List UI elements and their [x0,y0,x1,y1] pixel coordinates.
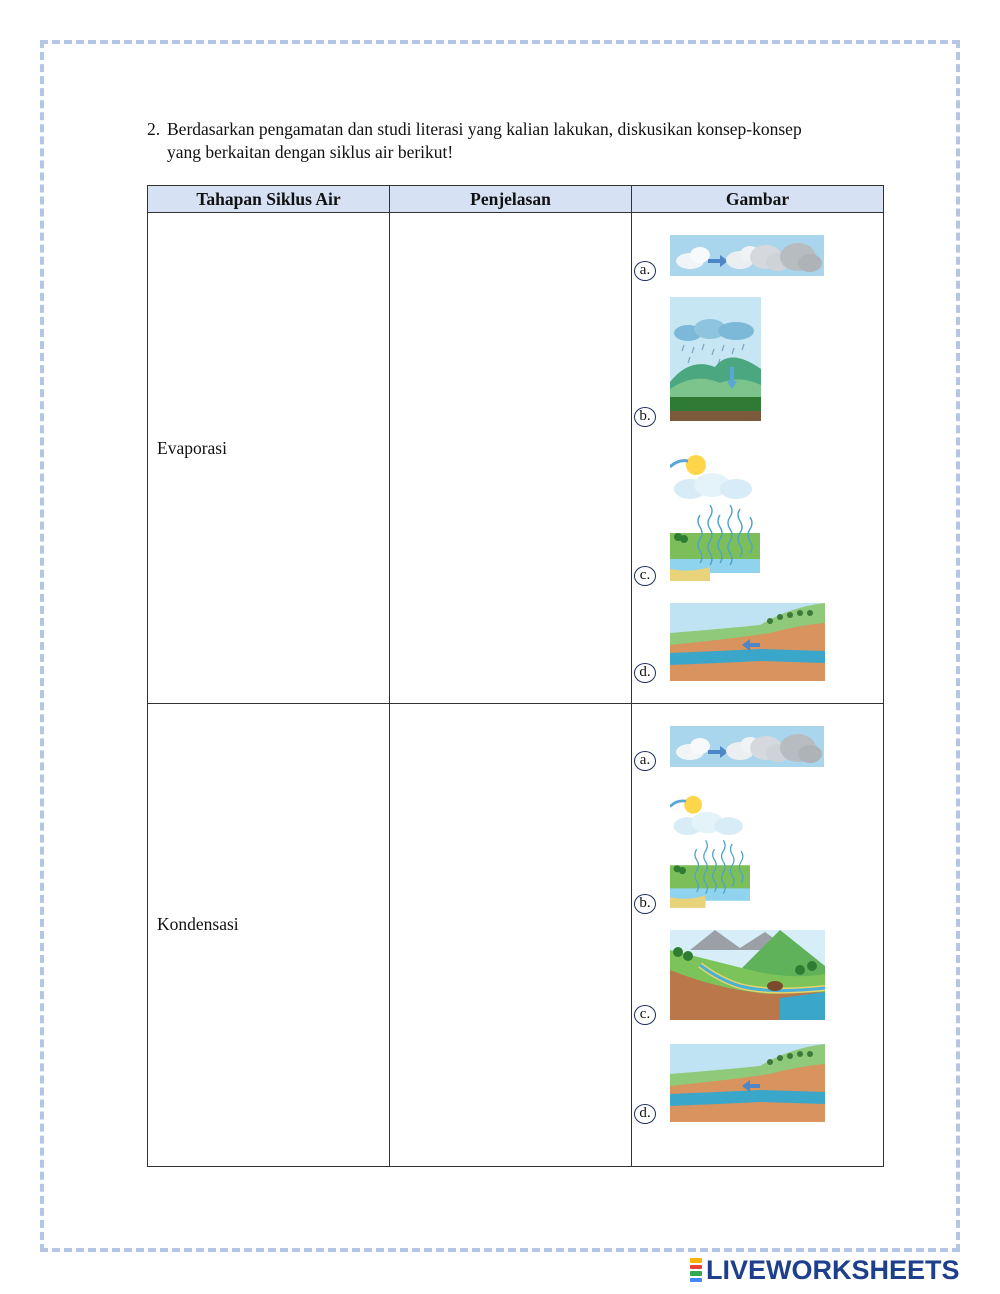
option-d[interactable] [634,603,874,683]
groundwater-flow-picture [670,603,825,681]
option-letter-b[interactable]: b. [634,407,656,427]
picture-options-cell [632,213,884,704]
option-c[interactable] [634,453,874,583]
option-a[interactable] [634,726,874,776]
sun-evaporation-picture [670,792,750,910]
question-line-2: yang berkaitan dengan siklus air berikut! [167,142,454,162]
stage-cell [148,213,390,704]
option-letter-d[interactable]: d. [634,1104,656,1124]
picture-options-cell [632,704,884,1167]
explanation-answer-cell[interactable] [390,213,632,704]
table-row [148,213,884,704]
stage-label-kondensasi: Kondensasi [157,914,239,934]
header-explanation: Penjelasan [390,186,632,213]
sun-evaporation-picture [670,453,760,581]
header-stage: Tahapan Siklus Air [148,186,390,213]
runoff-river-mountains-picture [670,930,825,1020]
logo-block-red [690,1265,702,1270]
option-letter-a[interactable]: a. [634,261,656,281]
logo-block-green [690,1271,702,1276]
clouds-moving-arrow-picture [670,235,824,276]
liveworksheets-logo [690,1256,960,1284]
question-number: 2. [147,119,161,139]
logo-block-blue [690,1278,702,1283]
option-a[interactable] [634,235,874,285]
option-letter-c[interactable]: c. [634,566,656,586]
option-letter-b[interactable]: b. [634,894,656,914]
brand-name: LIVEWORKSHEETS [706,1254,960,1285]
water-cycle-table [147,185,884,1167]
option-letter-d[interactable]: d. [634,663,656,683]
option-b[interactable] [634,792,874,912]
logo-block-yellow [690,1258,702,1263]
groundwater-flow-picture [670,1044,825,1122]
liveworksheets-logo-mark [690,1257,702,1283]
option-b[interactable] [634,297,874,422]
option-c[interactable] [634,930,874,1030]
option-letter-c[interactable]: c. [634,1005,656,1025]
option-letter-a[interactable]: a. [634,751,656,771]
option-d[interactable] [634,1044,874,1124]
clouds-moving-arrow-picture [670,726,824,767]
stage-cell [148,704,390,1167]
explanation-answer-cell[interactable] [390,704,632,1167]
question-line-1: Berdasarkan pengamatan dan studi literasi yang kalian lakukan, diskusikan konsep-konsep [167,119,802,139]
table-row [148,704,884,1167]
header-picture: Gambar [632,186,884,213]
table-header-row [148,186,884,213]
rain-over-mountains-picture [670,297,761,421]
stage-label-evaporasi: Evaporasi [157,438,227,458]
